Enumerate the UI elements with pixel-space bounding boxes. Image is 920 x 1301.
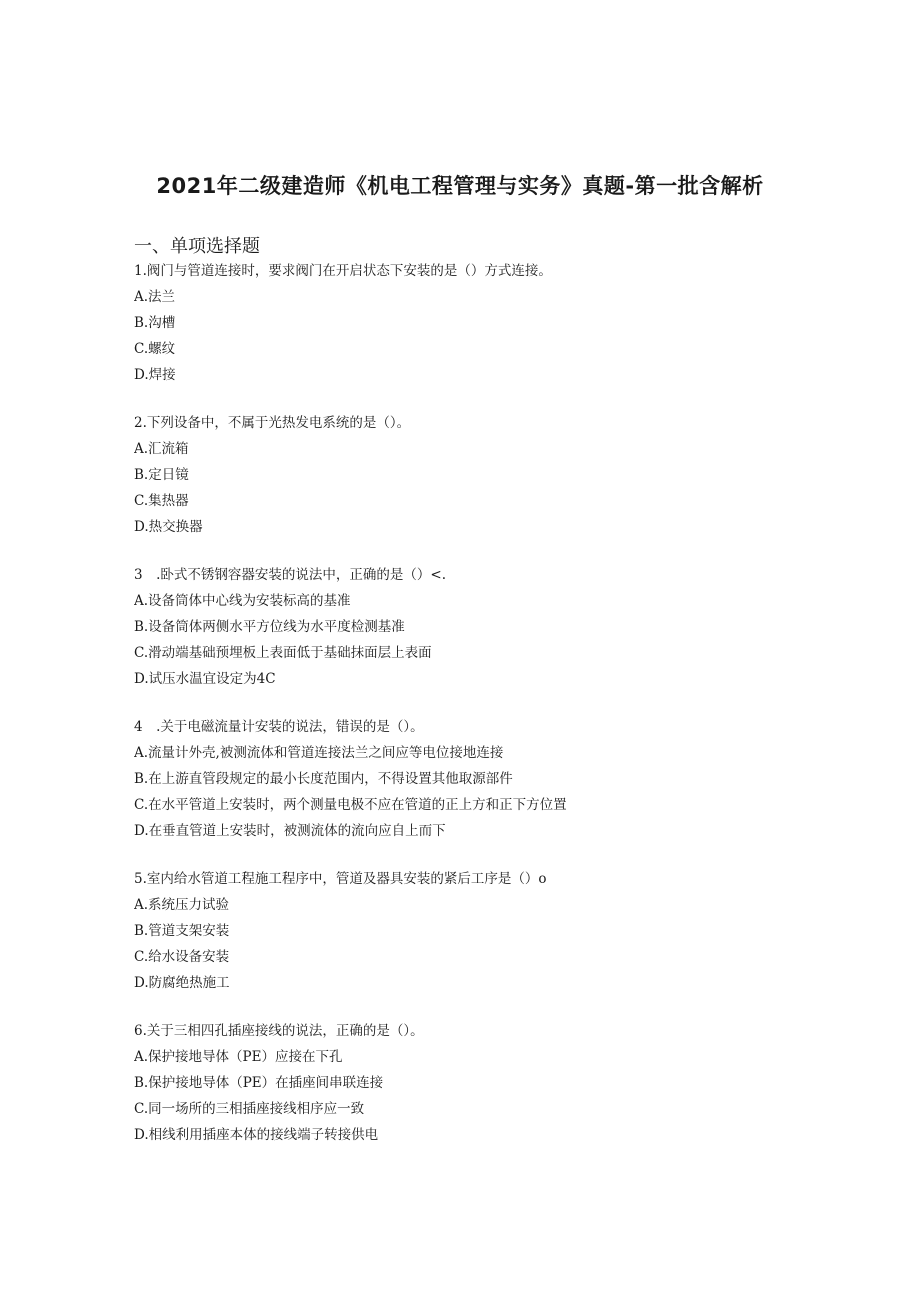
question-stem: 2.下列设备中，不属于光热发电系统的是（）。 bbox=[134, 415, 411, 431]
answer-option: A.流量计外壳,被测流体和管道连接法兰之间应等电位接地连接 bbox=[134, 745, 504, 761]
document-title: 2021年二级建造师《机电工程管理与实务》真题-第一批含解析 bbox=[156, 174, 764, 198]
answer-option: B.设备筒体两侧水平方位线为水平度检测基准 bbox=[134, 619, 405, 635]
question-stem: 3 .卧式不锈钢容器安装的说法中，正确的是（）<. bbox=[134, 567, 446, 583]
answer-option: D.试压水温宜设定为4C bbox=[134, 671, 276, 687]
answer-option: B.在上游直管段规定的最小长度范围内，不得设置其他取源部件 bbox=[134, 771, 513, 787]
answer-option: C.给水设备安装 bbox=[134, 949, 230, 965]
question-block bbox=[134, 718, 854, 848]
answer-option: C.螺纹 bbox=[134, 341, 176, 357]
question-stem: 1.阀门与管道连接时，要求阀门在开启状态下安装的是（）方式连接。 bbox=[134, 263, 552, 279]
answer-option: B.管道支架安装 bbox=[134, 923, 230, 939]
answer-option: B.保护接地导体（PE）在插座间串联连接 bbox=[134, 1075, 384, 1091]
answer-option: D.在垂直管道上安装时，被测流体的流向应自上而下 bbox=[134, 823, 446, 839]
question-block bbox=[134, 414, 854, 544]
question-stem: 6.关于三相四孔插座接线的说法，正确的是（）。 bbox=[134, 1023, 424, 1039]
question-stem: 5.室内给水管道工程施工程序中，管道及器具安装的紧后工序是（）o bbox=[134, 871, 547, 887]
answer-option: D.热交换器 bbox=[134, 519, 203, 535]
question-block bbox=[134, 566, 854, 696]
answer-option: A.保护接地导体（PE）应接在下孔 bbox=[134, 1049, 343, 1065]
answer-option: B.沟槽 bbox=[134, 315, 176, 331]
answer-option: C.滑动端基础预埋板上表面低于基础抹面层上表面 bbox=[134, 645, 432, 661]
answer-option: D.相线利用插座本体的接线端子转接供电 bbox=[134, 1127, 379, 1143]
answer-option: D.防腐绝热施工 bbox=[134, 975, 230, 991]
question-block bbox=[134, 870, 854, 1000]
answer-option: D.焊接 bbox=[134, 367, 176, 383]
question-stem: 4 .关于电磁流量计安装的说法，错误的是（）。 bbox=[134, 719, 424, 735]
answer-option: C.同一场所的三相插座接线相序应一致 bbox=[134, 1101, 365, 1117]
question-list bbox=[134, 262, 854, 1174]
question-block bbox=[134, 262, 854, 392]
section-heading: 一、单项选择题 bbox=[134, 236, 260, 257]
answer-option: A.设备筒体中心线为安装标高的基准 bbox=[134, 593, 351, 609]
question-block bbox=[134, 1022, 854, 1152]
answer-option: C.集热器 bbox=[134, 493, 189, 509]
answer-option: A.汇流箱 bbox=[134, 441, 189, 457]
answer-option: A.系统压力试验 bbox=[134, 897, 230, 913]
answer-option: A.法兰 bbox=[134, 289, 176, 305]
answer-option: C.在水平管道上安装时，两个测量电极不应在管道的正上方和正下方位置 bbox=[134, 797, 567, 813]
answer-option: B.定日镜 bbox=[134, 467, 189, 483]
